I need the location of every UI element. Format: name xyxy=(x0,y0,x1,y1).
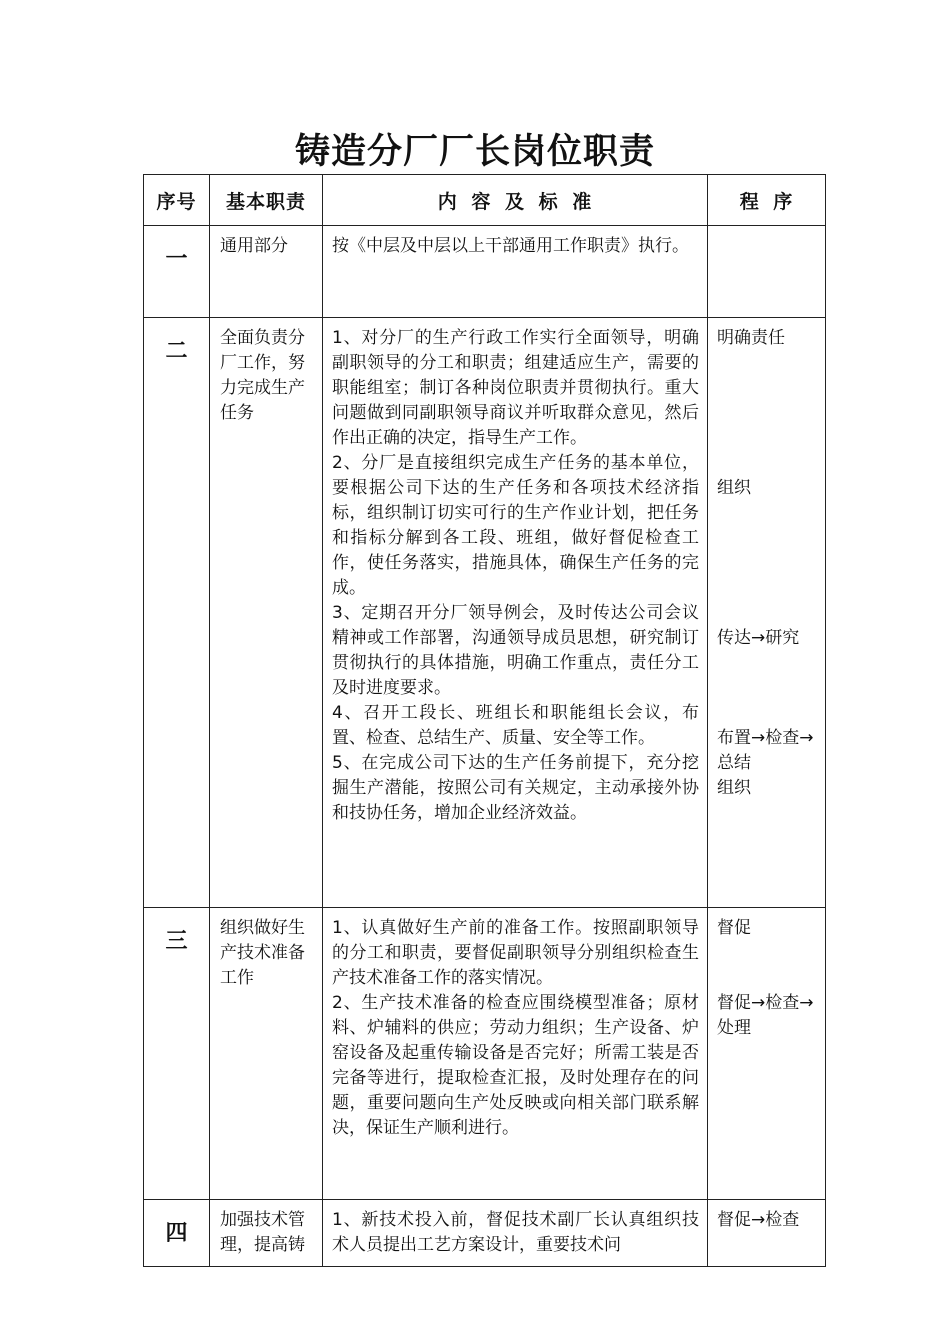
content-paragraph: 1、对分厂的生产行政工作实行全面领导，明确副职领导的分工和职责；组建适应生产，需要的职能组室；制订各种岗位职责并贯彻执行。重大问题做到同副职领导商议并听取群众意见，然后作出正确的决定，指导生产工作。 xyxy=(332,328,699,448)
procedure-step: 督促 xyxy=(717,918,751,938)
row-procedure xyxy=(708,1200,826,1267)
row-procedure xyxy=(708,226,826,318)
content-paragraph: 5、在完成公司下达的生产任务前提下，充分挖掘生产潜能，按照公司有关规定，主动承接外协和技协任务，增加企业经济效益。 xyxy=(332,753,699,823)
content-paragraph: 2、生产技术准备的检查应围绕模型准备；原材料、炉辅料的供应；劳动力组织；生产设备、炉窑设备及起重传输设备是否完好；所需工装是否完备等进行，提取检查汇报，及时处理存在的问题，重要问题向生产处反映或向相关部门联系解决，保证生产顺利进行。 xyxy=(332,993,699,1138)
procedure-step: 组织 xyxy=(717,778,751,798)
row-duty: 组织做好生产技术准备工作 xyxy=(210,908,323,1200)
procedure-step: 督促→检查→处理 xyxy=(717,993,814,1038)
duty-table xyxy=(143,174,826,1267)
procedure-step: 督促→检查 xyxy=(717,1210,800,1230)
row-seq: 四 xyxy=(144,1200,210,1267)
header-seq: 序号 xyxy=(144,175,210,226)
header-duty: 基本职责 xyxy=(210,175,323,226)
row-content xyxy=(323,1200,708,1267)
procedure-step: 传达→研究 xyxy=(717,628,800,648)
content-paragraph: 2、分厂是直接组织完成生产任务的基本单位，要根据公司下达的生产任务和各项技术经济指标，组织制订切实可行的生产作业计划，把任务和指标分解到各工段、班组，做好督促检查工作，使任务落实，措施具体，确保生产任务的完成。 xyxy=(332,453,699,598)
row-duty: 全面负责分厂工作，努力完成生产任务 xyxy=(210,318,323,908)
procedure-step: 布置→检查→总结 xyxy=(717,728,814,773)
table-row xyxy=(144,226,826,318)
header-procedure: 程 序 xyxy=(708,175,826,226)
table-row xyxy=(144,908,826,1200)
row-procedure xyxy=(708,318,826,908)
table-header-row xyxy=(144,175,826,226)
content-paragraph: 1、认真做好生产前的准备工作。按照副职领导的分工和职责，要督促副职领导分别组织检查生产技术准备工作的落实情况。 xyxy=(332,918,699,988)
row-content xyxy=(323,226,708,318)
row-duty-text: 加强技术管理，提高铸 xyxy=(220,1210,305,1255)
page-title: 铸造分厂厂长岗位职责 xyxy=(294,132,655,172)
content-paragraph: 3、定期召开分厂领导例会，及时传达公司会议精神或工作部署，沟通领导成员思想，研究制订贯彻执行的具体措施，明确工作重点，责任分工及时进度要求。 xyxy=(332,603,699,698)
table-row xyxy=(144,318,826,908)
row-content xyxy=(323,318,708,908)
row-content xyxy=(323,908,708,1200)
row-seq: 一 xyxy=(144,226,210,318)
header-content: 内 容 及 标 准 xyxy=(323,175,708,226)
procedure-step: 明确责任 xyxy=(717,328,785,348)
row-seq: 三 xyxy=(144,908,210,1200)
row-duty: 通用部分 xyxy=(210,226,323,318)
table-row xyxy=(144,1200,826,1267)
procedure-step: 组织 xyxy=(717,478,751,498)
content-paragraph: 1、新技术投入前，督促技术副厂长认真组织技术人员提出工艺方案设计，重要技术问 xyxy=(332,1210,699,1255)
row-duty xyxy=(210,1200,323,1267)
content-paragraph: 按《中层及中层以上干部通用工作职责》执行。 xyxy=(332,236,689,256)
content-paragraph: 4、召开工段长、班组长和职能组长会议，布置、检查、总结生产、质量、安全等工作。 xyxy=(332,703,699,748)
row-seq: 二 xyxy=(144,318,210,908)
row-procedure xyxy=(708,908,826,1200)
